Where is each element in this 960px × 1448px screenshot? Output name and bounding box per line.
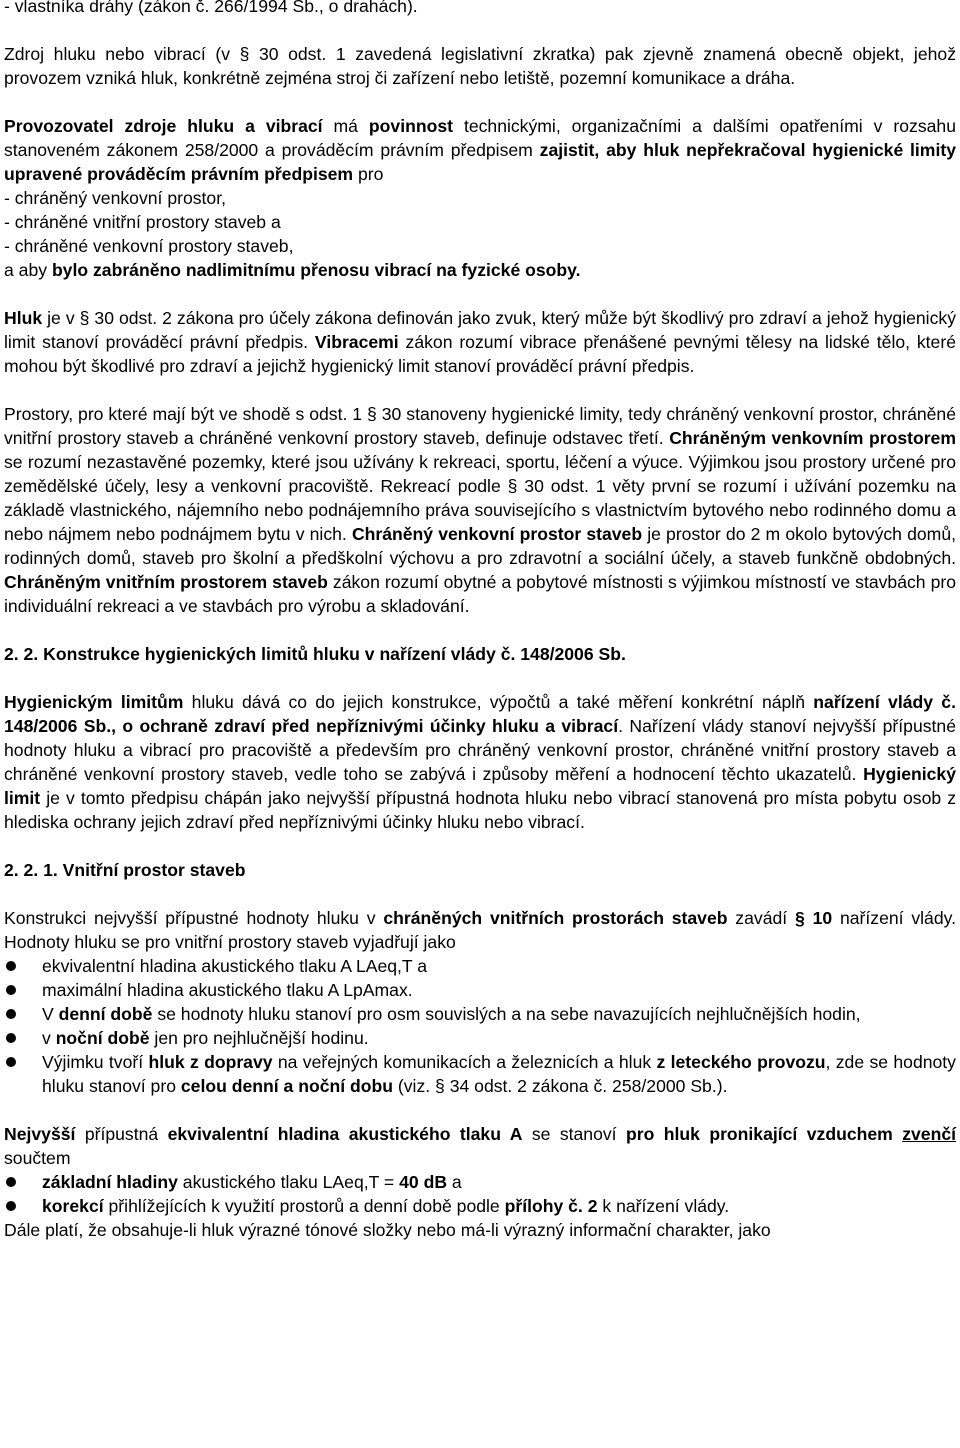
time-period-list xyxy=(4,1002,956,1098)
term-vibrations: Vibracemi xyxy=(314,332,399,352)
term-noise: Hluk xyxy=(4,308,43,328)
section-heading-2-2: 2. 2. Konstrukce hygienických limitů hluku v nařízení vlády č. 148/2006 Sb. xyxy=(4,644,626,664)
protected-outdoor-space-line: - chráněný venkovní prostor, xyxy=(4,188,226,208)
list-item: v noční době jen pro nejhlučnější hodinu. xyxy=(4,1026,956,1050)
term-operator: Provozovatel zdroje hluku a vibrací xyxy=(4,116,323,136)
paragraph-hygienic-limits: Hygienickým limitům hluku dává co do jejich konstrukce, výpočtů a také měření konkrétní náplň nařízení vlády č. 148/2006 Sb., o ochraně zdraví před nepříznivými účinky hluku a vibrací. Nařízení vlády stanoví nejvyšší přípustné hodnoty hluku a vibrací pro pracoviště a především pro chráněný venkovní prostor, chráněné vnitřní prostory staveb a chráněné venkovní prostory staveb, vedle toho se zabývá i způsoby měření a hodnocení těchto ukazatelů. Hygienický limit je v tomto předpisu chápán jako nejvyšší přípustná hodnota hluku nebo vibrací stanovená pro místa pobytu osob z hlediska ochrany jejich zdraví před nepříznivými účinky hluku nebo vibrací. xyxy=(4,692,956,832)
list-item: V denní době se hodnoty hluku stanoví pro osm souvislých a na sebe navazujících nejhlučnějších hodin, xyxy=(4,1002,956,1026)
bullet-icon xyxy=(6,985,16,995)
bullet-icon xyxy=(6,1009,16,1019)
noise-measures-list xyxy=(4,954,956,1002)
bullet-icon xyxy=(6,1201,16,1211)
bullet-icon xyxy=(6,1057,16,1067)
paragraph-railway-owner: - vlastníka dráhy (zákon č. 266/1994 Sb., o drahách). xyxy=(4,0,418,16)
paragraph-operator-duty: Provozovatel zdroje hluku a vibrací má povinnost technickými, organizačními a dalšími opatřeními v rozsahu stanoveném zákonem 258/2000 a prováděcím právním předpisem zajistit, aby hluk nepřekračoval hygienické limity upravené prováděcím právním předpisem pro xyxy=(4,116,957,184)
list-item: korekcí přihlížejících k využití prostorů a denní době podle přílohy č. 2 k nařízení vlády. xyxy=(4,1194,956,1218)
protected-indoor-spaces-line: - chráněné vnitřní prostory staveb a xyxy=(4,212,281,232)
list-item: základní hladiny akustického tlaku LAeq,T = 40 dB a xyxy=(4,1170,956,1194)
list-item: Výjimku tvoří hluk z dopravy na veřejných komunikacích a železnicích a hluk z leteckého provozu, zde se hodnoty hluku stanoví pro celou denní a noční dobu (viz. § 34 odst. 2 zákona č. 258/2000 Sb.). xyxy=(4,1050,956,1098)
list-item: maximální hladina akustického tlaku A LpAmax. xyxy=(4,978,956,1002)
bullet-icon xyxy=(6,1177,16,1187)
protected-outdoor-building-spaces-line: - chráněné venkovní prostory staveb, xyxy=(4,236,294,256)
paragraph-protected-spaces: Prostory, pro které mají být ve shodě s odst. 1 § 30 stanoveny hygienické limity, tedy chráněný venkovní prostor, chráněné vnitřní prostory staveb a chráněné venkovní prostory staveb, definuje odstavec třetí. Chráněným venkovním prostorem se rozumí nezastavěné pozemky, které jsou užívány k rekreaci, sportu, léčení a výuce. Výjimkou jsou prostory určené pro zemědělské účely, lesy a venkovní pracoviště. Rekreací podle § 30 odst. 1 věty první se rozumí i užívání pozemku na základě vlastnického, nájemního nebo podnájemního práva souvisejícího s vlastnictvím bytového nebo rodinného domu a nebo nájmem nebo podnájmem bytu v nich. Chráněný venkovní prostor staveb je prostor do 2 m okolo bytových domů, rodinných domů, staveb pro školní a předškolní výchovu a pro zdravotní a sociální účely, a staveb funkčně obdobných. Chráněným vnitřním prostorem staveb zákon rozumí obytné a pobytové místnosti s výjimkou místností ve stavbách pro individuální rekreaci a ve stavbách pro výrobu a skladování. xyxy=(4,404,956,616)
paragraph-tonal-components: Dále platí, že obsahuje-li hluk výrazné tónové složky nebo má-li výrazný informační charakter, jako xyxy=(4,1220,771,1240)
document-page xyxy=(4,0,956,1242)
paragraph-indoor-limits: Konstrukci nejvyšší přípustné hodnoty hluku v chráněných vnitřních prostorách staveb zavádí § 10 nařízení vlády. Hodnoty hluku se pro vnitřní prostory staveb vyjadřují jako xyxy=(4,908,956,952)
paragraph-noise-source: Zdroj hluku nebo vibrací (v § 30 odst. 1 zavedená legislativní zkratka) pak zjevně znamená obecně objekt, jehož provozem vzniká hluk, konkrétně zejména stroj či zařízení nebo letiště, pozemní komunikace a dráha. xyxy=(4,44,956,88)
paragraph-max-level: Nejvyšší přípustná ekvivalentní hladina akustického tlaku A se stanoví pro hluk pronikající vzduchem zvenčí součtem xyxy=(4,1124,956,1168)
list-item: ekvivalentní hladina akustického tlaku A LAeq,T a xyxy=(4,954,956,978)
bullet-icon xyxy=(6,1033,16,1043)
vibration-prevention-line: a aby bylo zabráněno nadlimitnímu přenosu vibrací na fyzické osoby. xyxy=(4,260,581,280)
sum-components-list xyxy=(4,1170,956,1218)
section-heading-2-2-1: 2. 2. 1. Vnitřní prostor staveb xyxy=(4,860,246,880)
bullet-icon xyxy=(6,961,16,971)
paragraph-noise-definition: Hluk je v § 30 odst. 2 zákona pro účely zákona definován jako zvuk, který může být škodlivý pro zdraví a jehož hygienický limit stanoví prováděcí právní předpis. Vibracemi zákon rozumí vibrace přenášené pevnými tělesy na lidské tělo, které mohou být škodlivé pro zdraví a jejichž hygienický limit stanoví prováděcí právní předpis. xyxy=(4,308,956,376)
